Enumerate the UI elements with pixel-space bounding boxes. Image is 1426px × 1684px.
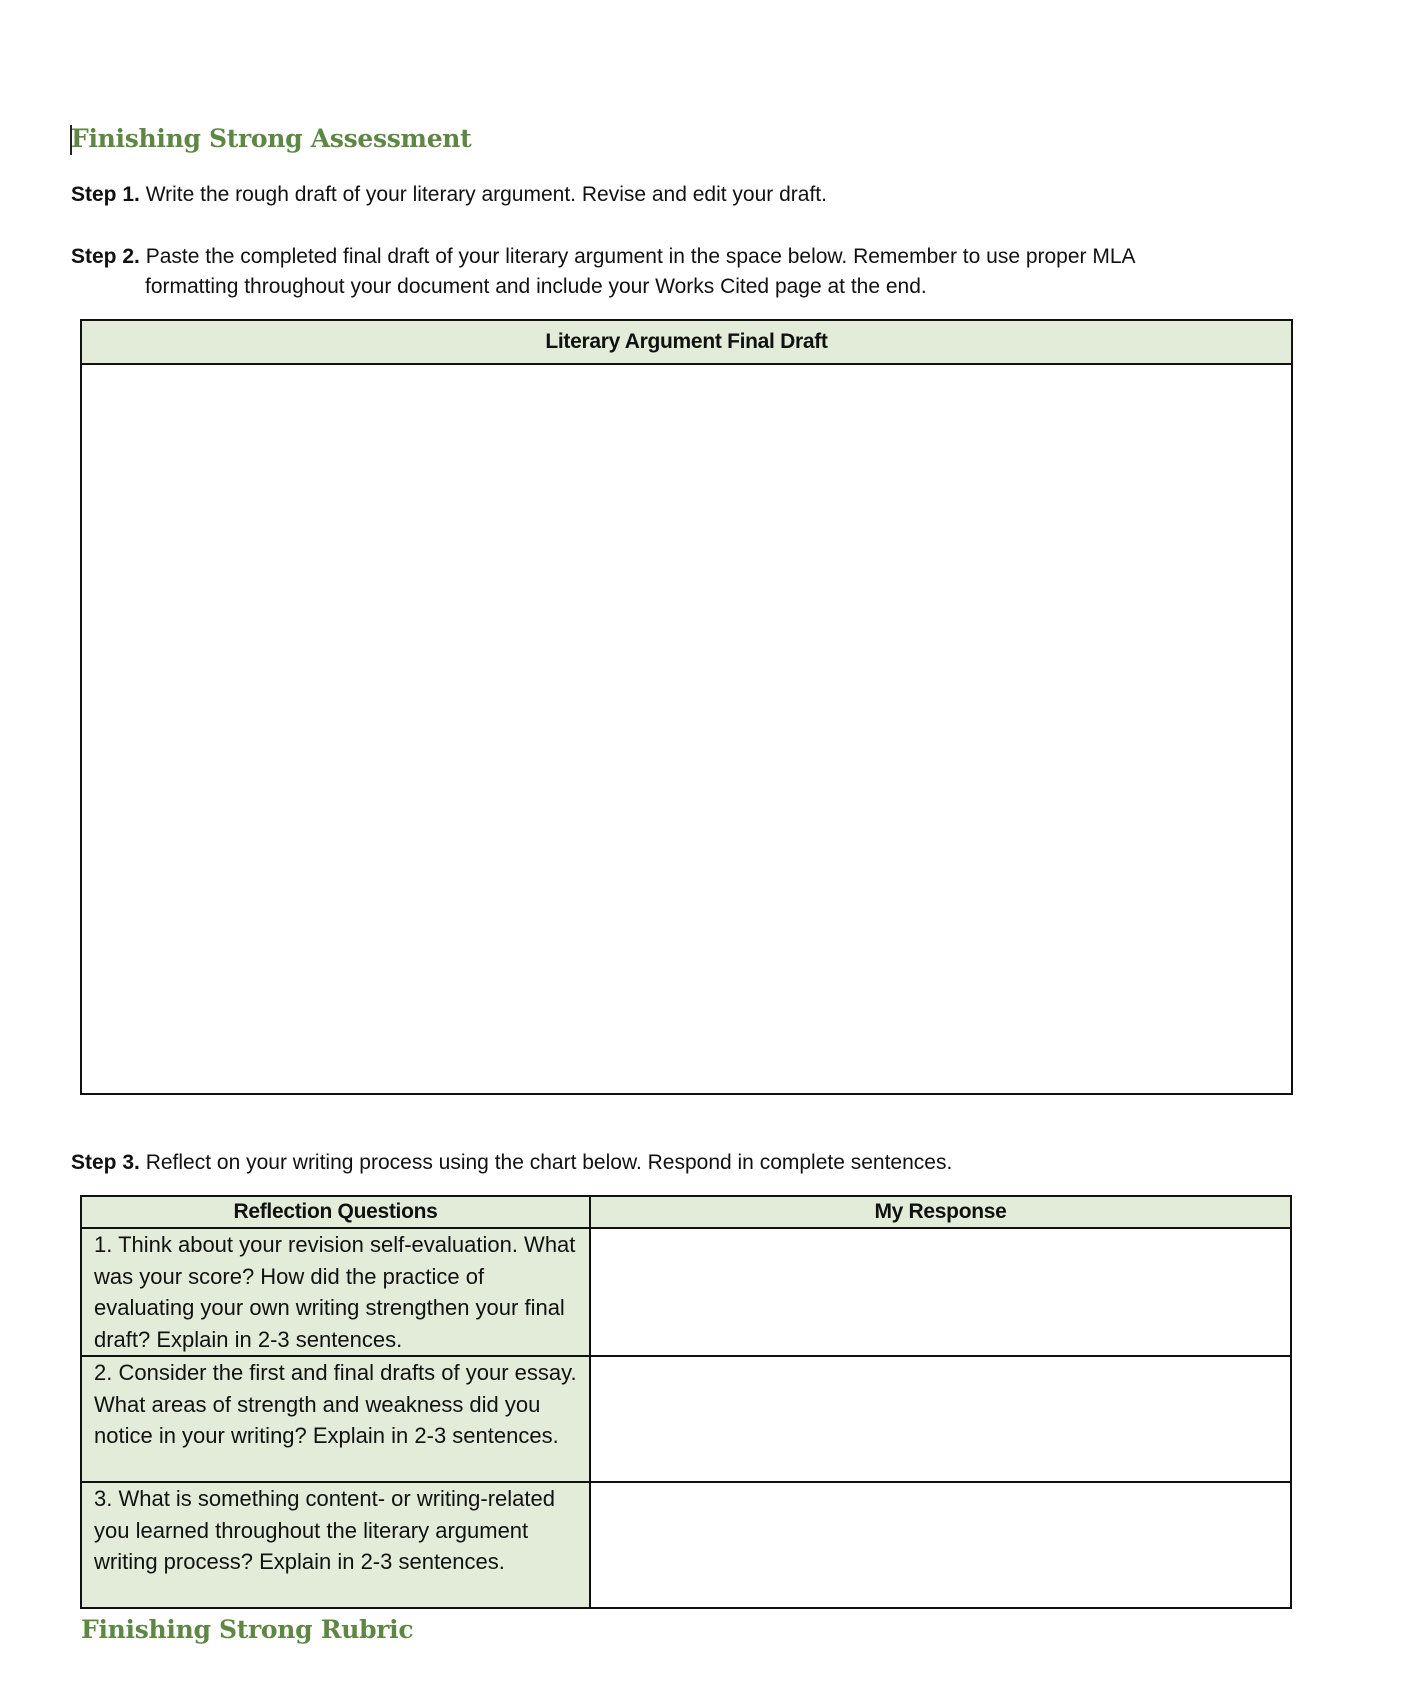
reflection-question-1: 1. Think about your revision self-evaluation. What was your score? How did the practice of evaluating your own writing strengthen your final draft? Explain in 2-3 sentences. [81, 1228, 590, 1356]
reflection-table [80, 1195, 1292, 1609]
response-cell-3[interactable] [590, 1482, 1291, 1608]
my-response-header: My Response [590, 1196, 1291, 1228]
page-title: Finishing Strong Assessment [71, 124, 472, 153]
response-cell-1[interactable] [590, 1228, 1291, 1356]
reflection-questions-header: Reflection Questions [81, 1196, 590, 1228]
step-1 [71, 180, 1251, 210]
final-draft-header: Literary Argument Final Draft [82, 321, 1291, 365]
step-2-text: Paste the completed final draft of your literary argument in the space below. Remember to use proper MLA [145, 245, 1136, 268]
step-3-label: Step 3. [71, 1151, 140, 1174]
step-1-label: Step 1. [71, 183, 140, 206]
table-row [81, 1228, 1291, 1356]
step-2-label: Step 2. [71, 245, 140, 268]
step-3-text: Reflect on your writing process using the chart below. Respond in complete sentences. [145, 1151, 953, 1174]
step-2-text-continued: formatting throughout your document and include your Works Cited page at the end. [145, 275, 927, 298]
table-row [81, 1356, 1291, 1482]
reflection-question-2: 2. Consider the first and final drafts of your essay. What areas of strength and weakness did you notice in your writing? Explain in 2-3 sentences. [81, 1356, 590, 1482]
final-draft-table [80, 319, 1293, 1095]
rubric-heading: Finishing Strong Rubric [81, 1615, 414, 1644]
step-2 [71, 242, 1251, 302]
response-cell-2[interactable] [590, 1356, 1291, 1482]
table-row [81, 1482, 1291, 1608]
final-draft-input-area[interactable] [82, 365, 1291, 1093]
reflection-header-row [81, 1196, 1291, 1228]
reflection-question-3: 3. What is something content- or writing-related you learned throughout the literary argument writing process? Explain in 2-3 sentences. [81, 1482, 590, 1608]
step-3 [71, 1148, 1251, 1178]
step-1-text: Write the rough draft of your literary argument. Revise and edit your draft. [145, 183, 827, 206]
